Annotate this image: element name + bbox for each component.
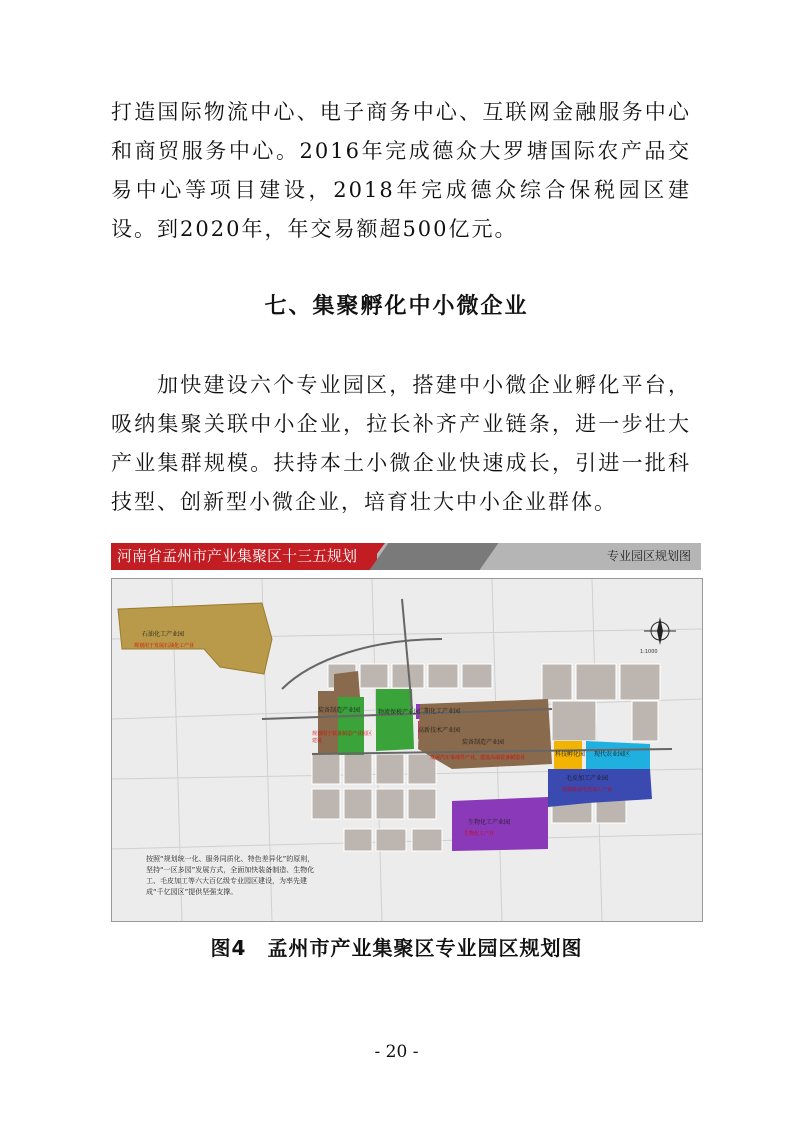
planning-map xyxy=(111,578,703,922)
zone-label-agriculture: 现代农业园区 xyxy=(594,751,631,758)
page-number: - 20 - xyxy=(374,1042,419,1062)
zone-logistics xyxy=(376,689,414,751)
zone-note-petrochemical: 规划用于发展石油化工产业 xyxy=(134,643,195,649)
banner-title: 河南省孟州市产业集聚区十三五规划 xyxy=(111,543,377,570)
zone-label-petrochemical: 石油化工产业园 xyxy=(142,631,185,638)
zone-note-biochem: 生物化工产业 xyxy=(464,831,495,837)
north-arrow-icon xyxy=(640,611,680,651)
zone-green-west xyxy=(338,697,364,755)
zone-note-fur: 规划发展毛皮加工产业 xyxy=(562,787,613,793)
figure-banner xyxy=(111,543,701,570)
zone-note-central: 发展汽车零部件产业，建设高端装备制造业 xyxy=(430,755,526,761)
zone-label-chemical-2: 二期化工产业园 xyxy=(418,708,461,715)
zone-note-equipment: 规划用于装备制造产业园区建设 xyxy=(312,731,373,744)
zone-label-incubator: 科技孵化园 xyxy=(555,751,586,758)
banner-stripe xyxy=(370,543,499,570)
section-heading: 七、集聚孵化中小微企业 xyxy=(264,294,529,319)
map-legend-text: 按照“规划统一化、服务同质化、特色差异化”的原则，坚持“一区多园”发展方式，全面加快装备制造、生物化工、毛皮加工等六大百亿级专业园区建设，为率先建成“千亿园区”提供坚强支撑。 xyxy=(146,855,315,896)
figure-caption: 图4 孟州市产业集聚区专业园区规划图 xyxy=(210,936,583,960)
section-body-paragraph: 加快建设六个专业园区，搭建中小微企业孵化平台，吸纳集聚关联中小企业，拉长补齐产业链条，进一步壮大产业集群规模。扶持本土小微企业快速成长，引进一批科技型、创新型小微企业，培育壮大中小企业群体。 xyxy=(111,373,691,514)
map-scale: 1:1000 xyxy=(640,649,658,655)
zone-label-equipment-west: 装备制造产业园 xyxy=(318,707,361,714)
zone-label-hightech: 高新技术产业园 xyxy=(418,727,461,734)
zone-label-equipment-central: 装备制造产业园 xyxy=(462,739,505,746)
intro-paragraph: 打造国际物流中心、电子商务中心、互联网金融服务中心和商贸服务中心。2016年完成德众大罗塘国际农产品交易中心等项目建设，2018年完成德众综合保税园区建设。到2020年，年交易额超500亿元。 xyxy=(111,100,691,241)
zone-label-logistics: 物流保税产业园 xyxy=(378,709,421,716)
zone-label-biochem: 生物化工产业园 xyxy=(468,819,511,826)
banner-subtitle: 专业园区规划图 xyxy=(606,549,691,563)
zone-label-fur: 毛皮加工产业园 xyxy=(566,775,609,782)
